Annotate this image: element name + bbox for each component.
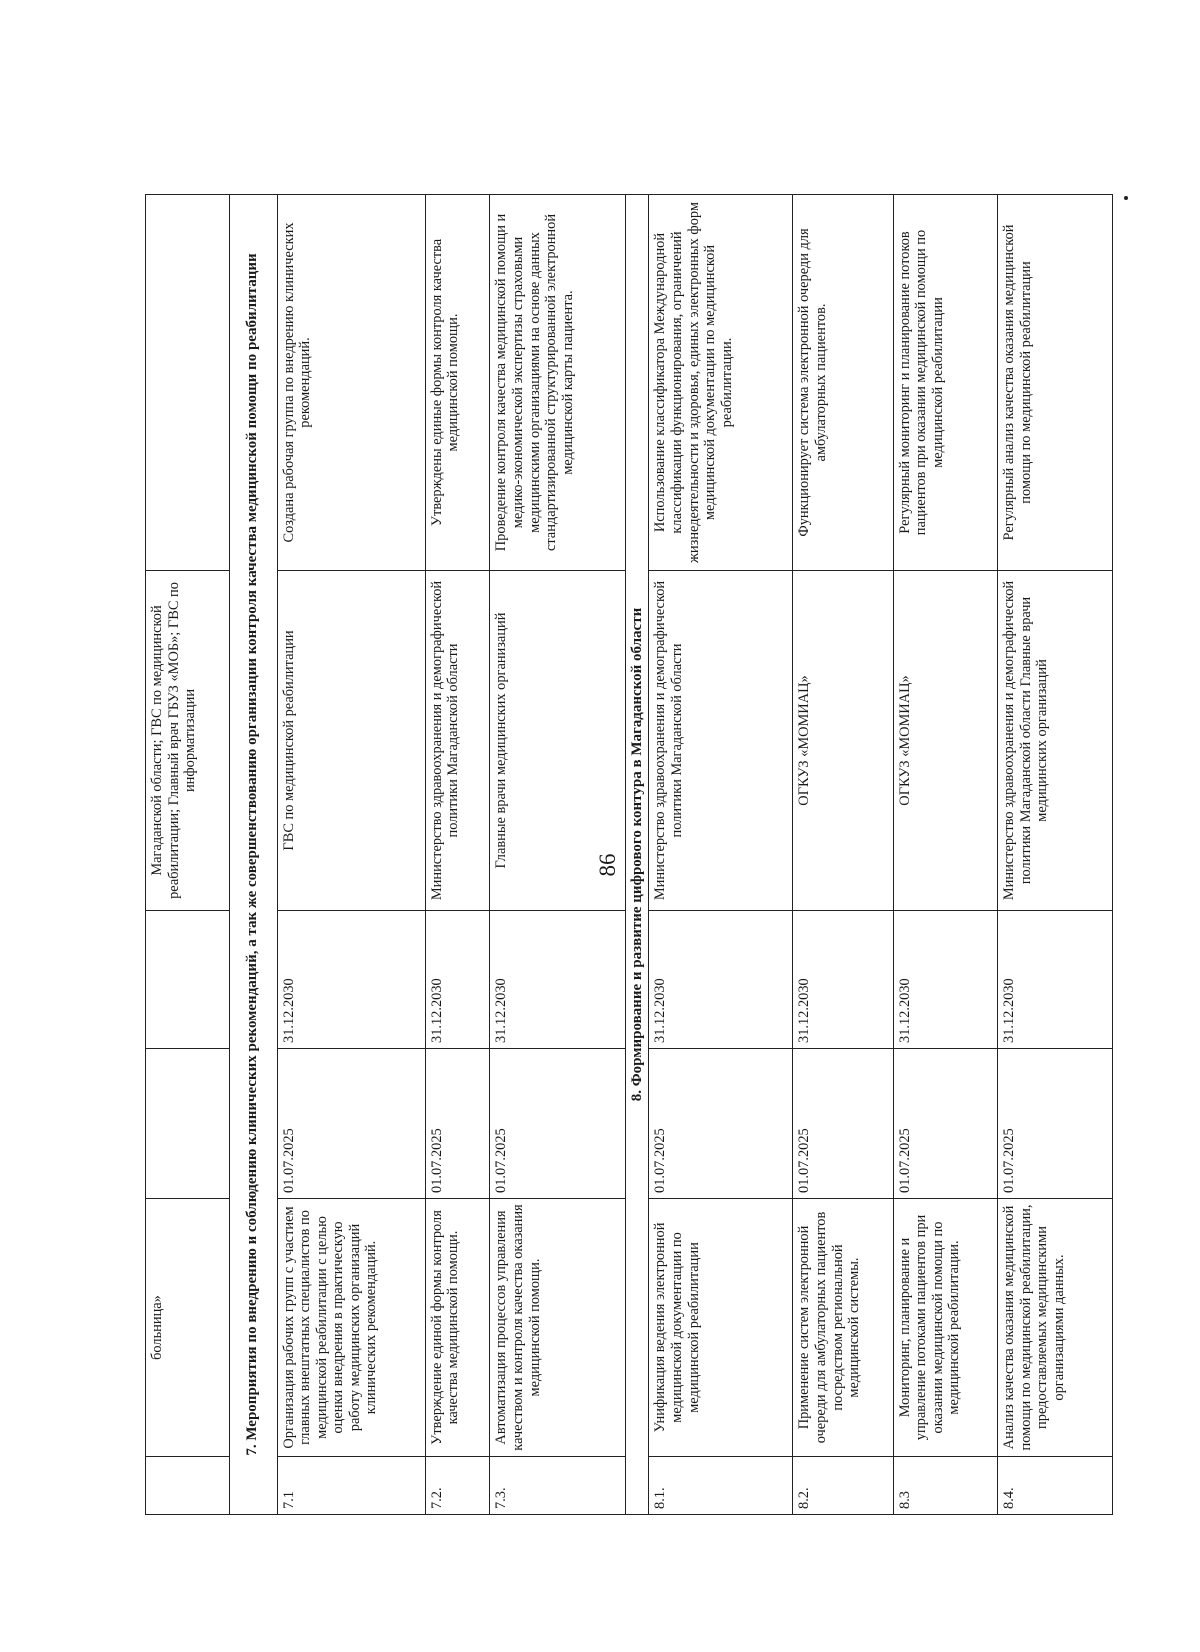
start-cell: 01.07.2025 (998, 1049, 1113, 1199)
result-cell: Функционирует система электронной очереди для амбулаторных пациентов. (793, 195, 893, 571)
event-cell: Утверждение единой формы контроля качества медицинской помощи. (425, 1199, 490, 1457)
start-cell: 01.07.2025 (425, 1049, 490, 1199)
table-row (793, 195, 893, 1515)
table-row (425, 195, 490, 1515)
num-cell: 8.1. (649, 1457, 793, 1515)
num-cell: 8.2. (793, 1457, 893, 1515)
continuation-row (146, 195, 230, 1515)
result-cell: Утверждены единые формы контроля качества медицинской помощи. (425, 195, 490, 571)
end-cell: 31.12.2030 (649, 911, 793, 1049)
table-body (146, 195, 1113, 1515)
end-cell: 31.12.2030 (425, 911, 490, 1049)
start-cell: 01.07.2025 (277, 1049, 425, 1199)
event-cell: Унификация ведения электронной медицинской документации по медицинской реабилитации (649, 1199, 793, 1457)
start-cell (146, 1049, 230, 1199)
num-cell: 7.2. (425, 1457, 490, 1515)
table-row (490, 195, 626, 1515)
end-cell: 31.12.2030 (893, 911, 997, 1049)
result-cell: Проведение контроля качества медицинской помощи и медико-экономической экспертизы страховыми медицинскими организациями на основе данных стандартизированной структурированной электронной медицинской карты пациента. (490, 195, 626, 571)
num-cell: 7.3. (490, 1457, 626, 1515)
event-cell: больница» (146, 1199, 230, 1457)
responsible-cell: Министерство здравоохранения и демографической политики Магаданской области Главные врачи медицинских организаций (998, 571, 1113, 911)
num-cell: 8.3 (893, 1457, 997, 1515)
responsible-cell: ГВС по медицинской реабилитации (277, 571, 425, 911)
start-cell: 01.07.2025 (793, 1049, 893, 1199)
num-cell: 7.1 (277, 1457, 425, 1515)
end-cell: 31.12.2030 (490, 911, 626, 1049)
activities-table (145, 194, 1113, 1515)
result-cell: Создана рабочая группа по внедрению клинических рекомендаций. (277, 195, 425, 571)
event-cell: Применение систем электронной очереди для амбулаторных пациентов посредством региональной медицинской системы. (793, 1199, 893, 1457)
table-row (649, 195, 793, 1515)
start-cell: 01.07.2025 (649, 1049, 793, 1199)
responsible-cell: Министерство здравоохранения и демографической политики Магаданской области (649, 571, 793, 911)
start-cell: 01.07.2025 (893, 1049, 997, 1199)
responsible-cell: ОГКУЗ «МОМИАЦ» (893, 571, 997, 911)
responsible-cell: Главные врачи медицинских организаций (490, 571, 626, 911)
result-cell: Регулярный мониторинг и планирование потоков пациентов при оказании медицинской помощи по медицинской реабилитации (893, 195, 997, 571)
result-cell (146, 195, 230, 571)
section-header-row (229, 195, 277, 1515)
end-cell (146, 911, 230, 1049)
section-title: 7. Мероприятия по внедрению и соблюдению клинических рекомендаций, а так же совершенствованию организации контроля качества медицинской помощи по реабилитации (229, 195, 277, 1515)
event-cell: Мониторинг, планирование и управление потоками пациентов при оказании медицинской помощи по медицинской реабилитации. (893, 1199, 997, 1457)
responsible-cell: Магаданской области; ГВС по медицинской реабилитации; Главный врач ГБУЗ «МОБ»; ГВС по информатизации (146, 571, 230, 911)
responsible-cell: ОГКУЗ «МОМИАЦ» (793, 571, 893, 911)
section-title: 8. Формирование и развитие цифрового контура в Магаданской области (626, 195, 649, 1515)
section-header-row (626, 195, 649, 1515)
result-cell: Использование классификатора Международной классификации функционирования, ограничений жизнедеятельности и здоровья, единых электронных форм медицинской документации по медицинской реабилитации. (649, 195, 793, 571)
event-cell: Организация рабочих групп с участием главных внештатных специалистов по медицинской реабилитации с целью оценки внедрения в практическую работу медицинских организаций клинических рекомендаций. (277, 1199, 425, 1457)
table-row (277, 195, 425, 1515)
end-cell: 31.12.2030 (793, 911, 893, 1049)
num-cell: 8.4. (998, 1457, 1113, 1515)
num-cell (146, 1457, 230, 1515)
event-cell: Анализ качества оказания медицинской помощи по медицинской реабилитации, предоставляемых медицинскими организациями данных. (998, 1199, 1113, 1457)
start-cell: 01.07.2025 (490, 1049, 626, 1199)
table-row (998, 195, 1113, 1515)
rotated-table-wrapper (145, 195, 1113, 1515)
end-cell: 31.12.2030 (998, 911, 1113, 1049)
responsible-cell: Министерство здравоохранения и демографической политики Магаданской области (425, 571, 490, 911)
end-cell: 31.12.2030 (277, 911, 425, 1049)
event-cell: Автоматизация процессов управления качеством и контроля качества оказания медицинской помощи. (490, 1199, 626, 1457)
result-cell: Регулярный анализ качества оказания медицинской помощи по медицинской реабилитации (998, 195, 1113, 571)
page-number: 86 (595, 853, 620, 877)
table-row (893, 195, 997, 1515)
